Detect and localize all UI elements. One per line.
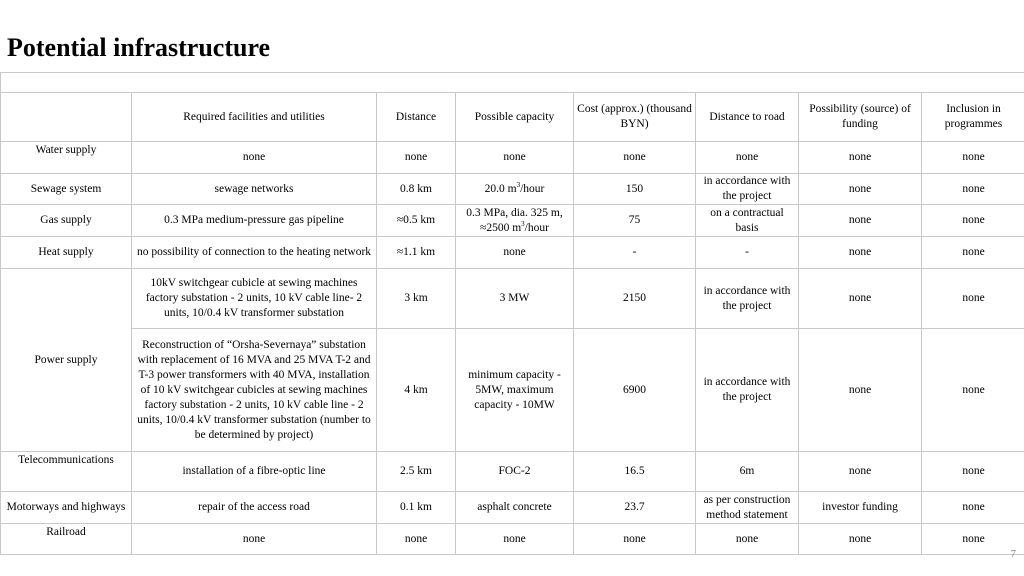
category-cell: Telecommunications	[1, 452, 132, 492]
funding-cell: none	[799, 142, 922, 174]
road-cell: 6m	[696, 452, 799, 492]
programmes-cell: none	[922, 524, 1024, 555]
table-row	[1, 205, 1024, 237]
header-cell	[1, 93, 132, 142]
distance-cell: 3 km	[377, 269, 456, 329]
cost-cell: 23.7	[574, 492, 696, 524]
page-number: 7	[1010, 548, 1016, 560]
capacity-unit: /hour	[520, 182, 545, 195]
road-cell: as per construction method statement	[696, 492, 799, 524]
table-row	[1, 492, 1024, 524]
cost-cell: 6900	[574, 329, 696, 452]
programmes-cell: none	[922, 492, 1024, 524]
capacity-text: 20.0 m	[484, 182, 517, 195]
capacity-cell: none	[456, 142, 574, 174]
table-row	[1, 142, 1024, 174]
header-cell: Possible capacity	[456, 93, 574, 142]
header-cell: Inclusion in programmes	[922, 93, 1024, 142]
capacity-cell: none	[456, 524, 574, 555]
programmes-cell: none	[922, 142, 1024, 174]
header-cell: Distance	[377, 93, 456, 142]
facility-cell: 0.3 MPa medium-pressure gas pipeline	[132, 205, 377, 237]
facility-cell: none	[132, 142, 377, 174]
funding-cell: none	[799, 452, 922, 492]
table-row	[1, 524, 1024, 555]
cost-cell: none	[574, 142, 696, 174]
distance-cell: none	[377, 524, 456, 555]
category-cell: Water supply	[1, 142, 132, 174]
table-header-row	[1, 93, 1024, 142]
funding-cell: none	[799, 205, 922, 237]
table-row	[1, 174, 1024, 205]
cost-cell: 16.5	[574, 452, 696, 492]
cost-cell: none	[574, 524, 696, 555]
capacity-unit: /hour	[524, 221, 549, 234]
header-cell: Required facilities and utilities	[132, 93, 377, 142]
category-cell: Sewage system	[1, 174, 132, 205]
category-cell: Heat supply	[1, 237, 132, 269]
facility-cell: installation of a fibre-optic line	[132, 452, 377, 492]
programmes-cell: none	[922, 205, 1024, 237]
programmes-cell: none	[922, 174, 1024, 205]
header-cell: Possibility (source) of funding	[799, 93, 922, 142]
capacity-cell: 3 MW	[456, 269, 574, 329]
funding-cell: none	[799, 269, 922, 329]
distance-cell: 4 km	[377, 329, 456, 452]
capacity-superscript: 3	[521, 219, 525, 228]
category-cell: Railroad	[1, 524, 132, 555]
road-cell: in accordance with the project	[696, 329, 799, 452]
funding-cell: none	[799, 524, 922, 555]
capacity-superscript: 3	[516, 180, 521, 189]
spacer-row	[1, 73, 1024, 93]
infrastructure-table-container	[0, 72, 1024, 555]
capacity-cell: minimum capacity - 5MW, maximum capacity - 10MW	[456, 329, 574, 452]
facility-cell: sewage networks	[132, 174, 377, 205]
spacer-cell	[1, 73, 1024, 93]
distance-cell: none	[377, 142, 456, 174]
header-cell: Distance to road	[696, 93, 799, 142]
funding-cell: investor funding	[799, 492, 922, 524]
facility-cell: repair of the access road	[132, 492, 377, 524]
road-cell: in accordance with the project	[696, 174, 799, 205]
funding-cell: none	[799, 329, 922, 452]
distance-cell: 0.1 km	[377, 492, 456, 524]
facility-cell: no possibility of connection to the heating network	[132, 237, 377, 269]
capacity-cell: none	[456, 237, 574, 269]
funding-cell: none	[799, 237, 922, 269]
distance-cell: ≈0.5 km	[377, 205, 456, 237]
road-cell: -	[696, 237, 799, 269]
table-row	[1, 269, 1024, 329]
funding-cell: none	[799, 174, 922, 205]
cost-cell: 150	[574, 174, 696, 205]
capacity-cell: asphalt concrete	[456, 492, 574, 524]
header-cell: Cost (approx.) (thousand BYN)	[574, 93, 696, 142]
facility-cell: 10kV switchgear cubicle at sewing machines factory substation - 2 units, 10 kV cable line- 2 units, 10/0.4 kV transformer substation	[132, 269, 377, 329]
table-row	[1, 237, 1024, 269]
cost-cell: 75	[574, 205, 696, 237]
programmes-cell: none	[922, 237, 1024, 269]
table-row	[1, 329, 1024, 452]
distance-cell: 0.8 km	[377, 174, 456, 205]
capacity-cell	[456, 174, 574, 205]
page-title: Potential infrastructure	[7, 33, 271, 62]
category-cell: Motorways and highways	[1, 492, 132, 524]
road-cell: in accordance with the project	[696, 269, 799, 329]
cost-cell: 2150	[574, 269, 696, 329]
road-cell: on a contractual basis	[696, 205, 799, 237]
programmes-cell: none	[922, 329, 1024, 452]
capacity-cell	[456, 205, 574, 237]
capacity-cell: FOC-2	[456, 452, 574, 492]
infrastructure-table	[0, 72, 1024, 555]
cost-cell: -	[574, 237, 696, 269]
category-cell: Power supply	[1, 269, 132, 452]
distance-cell: ≈1.1 km	[377, 237, 456, 269]
programmes-cell: none	[922, 452, 1024, 492]
facility-cell: Reconstruction of “Orsha-Severnaya” substation with replacement of 16 MVA and 25 MVA T-2 and T-3 power transformers with 40 MVA, installation of 10 kV switchgear cubicles at sewing machines factory substation - 2 units, 10 kV cable line - 2 units, 10/0.4 kV transformer substation (number to be determined by project)	[132, 329, 377, 452]
road-cell: none	[696, 524, 799, 555]
capacity-text: 0.3 MPa, dia. 325 m, ≈2500 m	[466, 206, 563, 234]
road-cell: none	[696, 142, 799, 174]
distance-cell: 2.5 km	[377, 452, 456, 492]
programmes-cell: none	[922, 269, 1024, 329]
category-cell: Gas supply	[1, 205, 132, 237]
facility-cell: none	[132, 524, 377, 555]
table-row	[1, 452, 1024, 492]
